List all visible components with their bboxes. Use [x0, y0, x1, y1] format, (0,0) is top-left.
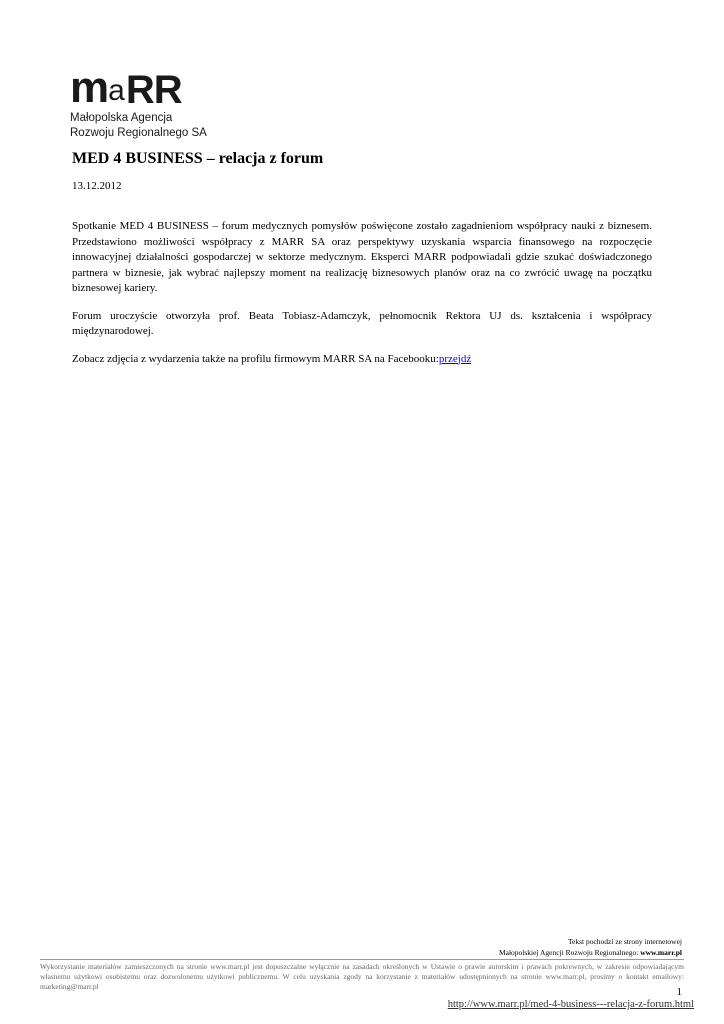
copyright-disclaimer: Wykorzystanie materiałów zamieszczonych na stronie www.marr.pl jest dopuszczalne wyłącznie na zasadach określonych w Ustawie o prawie autorskim i prawach pokrewnych, w zakresie odpowiadającym własnemu użytkowi osobistemu oraz dozwolonemu użytkowi publicznemu. W celu uzyskania zgody na korzystanie z materiałów udostępnionych na stronie www.marr.pl, prosimy o kontakt emailowy: marketing@marr.pl	[40, 962, 684, 991]
logo-letter-m: m	[70, 63, 108, 112]
source-site: www.marr.pl	[640, 948, 682, 957]
page-number: 1	[676, 986, 682, 998]
article-paragraph-1: Spotkanie MED 4 BUSINESS – forum medycznych pomysłów poświęcone zostało zagadnieniom współpracy nauki z biznesem. Przedstawiono możliwości współpracy z MARR SA oraz perspektywy uzyskania wsparcia finansowego na rozpoczęcie innowacyjnej działalności gospodarczej w sektorze medycznym. Eksperci MARR podpowiadali gdzie szukać doświadczonego partnera w biznesie, jak wybrać najlepszy moment na realizację biznesowych planów oraz na co zwrócić uwagę na początku biznesowej kariery.	[72, 220, 652, 294]
article-date: 13.12.2012	[72, 180, 122, 192]
facebook-link[interactable]: przejdź	[438, 352, 472, 365]
paragraph-3-text: Zobacz zdjęcia z wydarzenia także na profilu firmowym MARR SA na Facebooku:	[72, 352, 439, 365]
article-title: MED 4 BUSINESS – relacja z forum	[72, 150, 324, 167]
logo-letter-a: a	[108, 74, 125, 107]
logo-subtitle-line2: Rozwoju Regionalnego SA	[70, 127, 207, 139]
logo-letters-rr: RR	[125, 68, 182, 112]
logo-mark	[70, 63, 210, 112]
source-line-1: Tekst pochodzi ze strony internetowej	[567, 937, 682, 946]
article-paragraph-2: Forum uroczyście otworzyła prof. Beata Tobiasz-Adamczyk, pełnomocnik Rektora UJ ds. kształcenia i współpracy międzynarodowej.	[72, 309, 652, 337]
source-line-2-prefix: Małopolskiej Agencji Rozwoju Regionalnego:	[498, 948, 641, 957]
article-paragraph-3	[72, 352, 652, 368]
logo-subtitle-line1: Małopolska Agencja	[70, 112, 173, 124]
marr-logo	[70, 63, 210, 140]
source-line-2	[499, 947, 682, 958]
article-body	[72, 219, 652, 379]
source-note	[499, 936, 682, 958]
page-url-link[interactable]: http://www.marr.pl/med-4-business---relacja-z-forum.html	[447, 999, 694, 1010]
footer-divider	[40, 959, 684, 960]
